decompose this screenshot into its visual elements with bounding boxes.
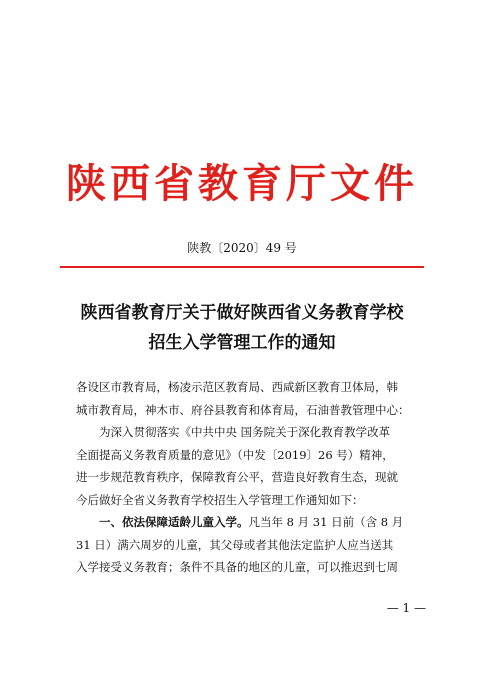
body-line-2: 城市教育局，神木市、府谷县教育和体育局，石油普教管理中心： bbox=[76, 402, 410, 417]
notice-title-line-1: 陕西省教育厅关于做好陕西省义务教育学校 bbox=[80, 303, 404, 323]
notice-title-line-2: 招生入学管理工作的通知 bbox=[148, 333, 336, 353]
section-heading-1: 一、依法保障适龄儿童入学。 bbox=[99, 515, 249, 529]
document-header-title: 陕西省教育厅文件 bbox=[66, 160, 418, 207]
document-number: 陕教〔2020〕49 号 bbox=[187, 241, 297, 255]
body-line-6: 今后做好全省义务教育学校招生入学管理工作通知如下： bbox=[76, 492, 364, 507]
body-line-4: 全面提高义务教育质量的意见》（中发〔2019〕26 号）精神， bbox=[76, 447, 394, 462]
notice-title bbox=[40, 298, 444, 358]
page-number: — 1 — bbox=[386, 601, 426, 615]
body-line-1: 各设区市教育局，杨凌示范区教育局、西咸新区教育卫体局，韩 bbox=[76, 380, 398, 394]
body-line-8: 31 日）满六周岁的儿童，其父母或者其他法定监护人应当送其 bbox=[76, 537, 394, 552]
body-line-5: 进一步规范教育秩序，保障教育公平，营造良好教育生态，现就 bbox=[76, 470, 398, 484]
body-line-9: 入学接受义务教育；条件不具备的地区的儿童，可以推迟到七周 bbox=[76, 560, 398, 574]
body-line-7 bbox=[76, 511, 434, 534]
body-line-3: 为深入贯彻落实《中共中央 国务院关于深化教育教学改革 bbox=[99, 425, 391, 439]
body-line-7-rest: 凡当年 8 月 31 日前（含 8 月 bbox=[248, 515, 404, 529]
red-divider-line bbox=[60, 266, 424, 268]
notice-body bbox=[76, 376, 434, 579]
